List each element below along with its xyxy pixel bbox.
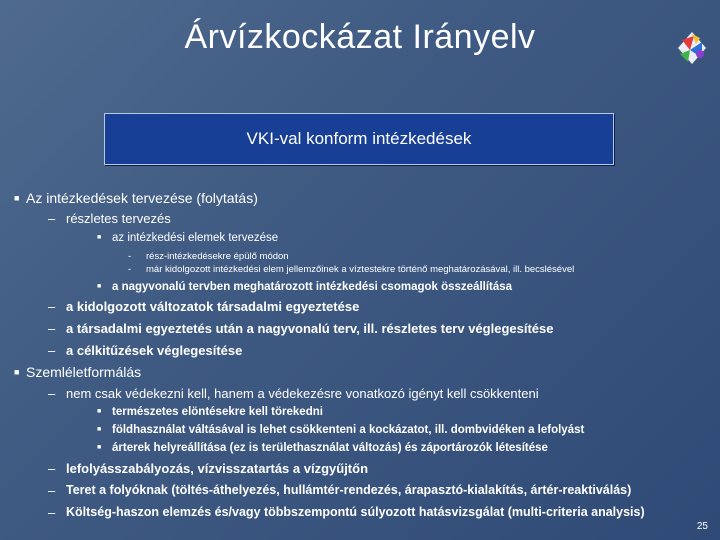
bullet-marker: ■ <box>14 193 20 203</box>
section1-sub1: részletes tervezés <box>66 211 171 226</box>
section-label-box <box>104 113 614 165</box>
dash-marker: – <box>48 343 56 358</box>
dash-marker: – <box>48 321 56 336</box>
section-label-text: VKI-val konform intézkedések <box>246 129 472 148</box>
bullet-marker: ■ <box>14 367 20 377</box>
section1-item2: a nagyvonalú tervben meghatározott intézkedési csomagok összeállítása <box>112 281 513 293</box>
section2-item2: földhasználat váltásával is lehet csökkenteni a kockázatot, ill. dombvidéken a lefolyást <box>112 424 585 436</box>
section2-item3: árterek helyreállítása (ez is területhasználat változás) és záportározók létesítése <box>112 442 548 454</box>
section2-sub4: Költség-haszon elemzés és/vagy többszempontú súlyozott hatásvizsgálat (multi-criteria analysis) <box>66 505 645 519</box>
section1-detail2: már kidolgozott intézkedési elem jellemzőinek a víztestekre történő meghatározásával, ill. becslésével <box>146 264 575 275</box>
dash-marker: - <box>128 264 132 275</box>
dash-marker: – <box>48 461 56 476</box>
section1-sub2: a kidolgozott változatok társadalmi egyeztetése <box>66 299 360 314</box>
dash-marker: – <box>48 483 56 498</box>
slide-title: Árvízkockázat Irányelv <box>184 18 536 56</box>
bullet-marker: ■ <box>97 444 102 451</box>
section1-heading: Az intézkedések tervezése (folytatás) <box>26 190 258 206</box>
bullet-marker: ■ <box>97 408 102 415</box>
dash-marker: - <box>128 251 132 262</box>
colorful-abstract-logo-icon <box>672 28 712 68</box>
bullet-marker: ■ <box>97 426 102 433</box>
section1-detail1: rész-intézkedésekre épülő módon <box>146 251 289 262</box>
dash-marker: – <box>48 386 56 401</box>
dash-marker: – <box>48 505 56 520</box>
page-number: 25 <box>696 521 708 532</box>
section2-item1: természetes elöntésekre kell törekedni <box>112 406 323 418</box>
section2-sub2: lefolyásszabályozás, vízvisszatartás a vízgyűjtőn <box>66 461 369 476</box>
bullet-marker: ■ <box>97 234 102 241</box>
bullet-marker: ■ <box>97 283 102 290</box>
section2-sub1: nem csak védekezni kell, hanem a védekezésre vonatkozó igényt kell csökkenteni <box>66 386 539 401</box>
dash-marker: – <box>48 299 56 314</box>
section2-heading: Szemléletformálás <box>26 364 142 380</box>
dash-marker: – <box>48 211 56 226</box>
section2-sub3: Teret a folyóknak (töltés-áthelyezés, hullámtér-rendezés, árapasztó-kialakítás, ártér-reaktiválás) <box>66 483 632 497</box>
section1-sub3: a társadalmi egyeztetés után a nagyvonalú terv, ill. részletes terv véglegesítése <box>66 321 554 336</box>
section1-item1: az intézkedési elemek tervezése <box>112 232 279 244</box>
section1-sub4: a célkitűzések véglegesítése <box>66 343 243 358</box>
